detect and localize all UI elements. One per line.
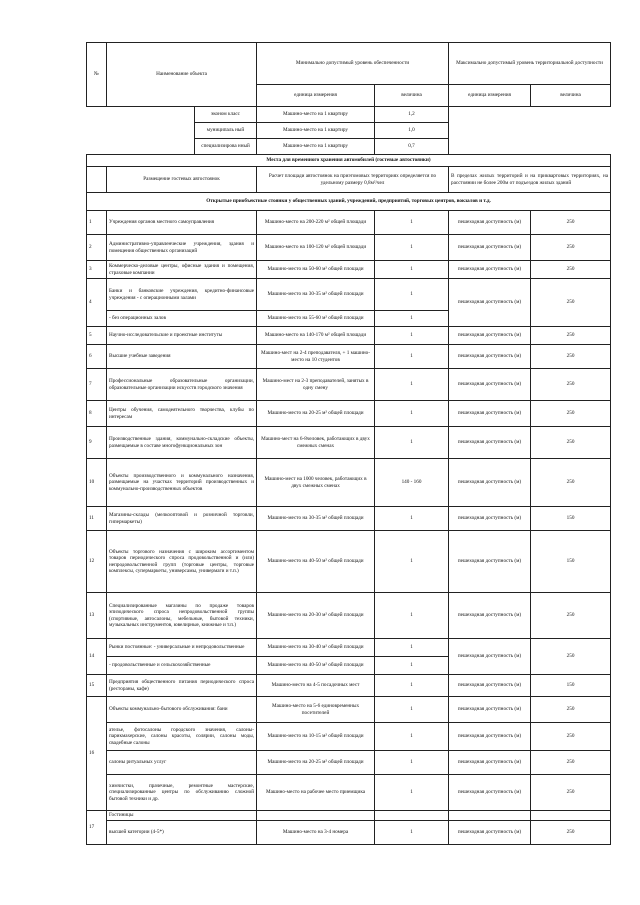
row-access-unit: пешеходная доступность (м) (449, 593, 531, 639)
row-num: 9 (87, 427, 107, 459)
row-value: 1 (375, 279, 449, 311)
row-access-value: 250 (531, 235, 611, 261)
row-access-value: 250 (531, 327, 611, 345)
row-access-value: 250 (531, 723, 611, 751)
row-unit: Машино-место на 30-35 м² общей площади (257, 279, 375, 311)
row-num: 3 (87, 261, 107, 279)
row-access-unit (449, 811, 531, 821)
row-value: 1 (375, 211, 449, 235)
row-access-value: 250 (531, 401, 611, 427)
row-access-unit: пешеходная доступность (м) (449, 369, 531, 401)
row-unit: Машино-место на 10-15 м² общей площади (257, 723, 375, 751)
row-value: 1 (375, 723, 449, 751)
guest-parking-name: Размещение гостевых автостоянок (107, 167, 257, 193)
row-value: 1 (375, 369, 449, 401)
row-name: Предприятия общественного питания периодического спроса (рестораны, кафе) (107, 675, 257, 697)
header-value: величина (375, 85, 449, 107)
row-value: 1 (375, 345, 449, 369)
row-value: 1 (375, 593, 449, 639)
row-access-value: 250 (531, 593, 611, 639)
row-unit: Машино-место на 3-4 номера (257, 821, 375, 845)
row-unit: Машино-место на рабочее место приемщика (257, 775, 375, 811)
row-value: 1 (375, 531, 449, 593)
row-access-unit: пешеходная доступность (м) (449, 775, 531, 811)
row-name: химчистки, прачечные, ремонтные мастерские, специализированные центры по обслуживанию сложной бытовой техники и др. (107, 775, 257, 811)
row-unit: Машино-мест на 2-3 преподавателей, занятых в одну смену (257, 369, 375, 401)
row-num: 5 (87, 327, 107, 345)
row-name: Рынки постоянные: - универсальные и непродовольственные (107, 639, 257, 657)
housing-name: муниципаль ный (195, 123, 257, 139)
row-access-unit: пешеходная доступность (м) (449, 531, 531, 593)
row-name: Научно-исследовательские и проектные институты (107, 327, 257, 345)
row-value: 1 (375, 327, 449, 345)
row-name: высшей категории (4-5*) (107, 821, 257, 845)
guest-parking-calc: Расчет площади автостоянок на приэтомовых территориях определяется по удельному размеру 0,8м²/чел (257, 167, 449, 193)
row-name: Коммерческо-деловые центры, офисные здания и помещения, страховые компании (107, 261, 257, 279)
row-access-value: 150 (531, 507, 611, 531)
row-access-unit: пешеходная доступность (м) (449, 723, 531, 751)
row-access-value: 150 (531, 675, 611, 697)
row-access-unit: пешеходная доступность (м) (449, 427, 531, 459)
row-access-unit: пешеходная доступность (м) (449, 261, 531, 279)
row-name: Специализированные магазины по продаже товаров эпизодического спроса непродовольственной группы (спортивные, автосалоны, мебельные, бытовой техники, музыкальных инструментов, ювелирные, книжные и т.п.) (107, 593, 257, 639)
row-unit: Машино-место на 5-6 единовременных посетителей (257, 697, 375, 723)
row-access-value (531, 811, 611, 821)
row-access-unit: пешеходная доступность (м) (449, 507, 531, 531)
row-name: - продовольственные и сельскохозяйственные (107, 657, 257, 675)
row-name: Профессиональные образовательные организации, образовательные организации искусств городского значения (107, 369, 257, 401)
row-access-unit: пешеходная доступность (м) (449, 751, 531, 775)
row-value: 1 (375, 507, 449, 531)
row-unit: Машино-мест на 2-4 преподавателя, + 1 машино-место на 10 студентов (257, 345, 375, 369)
row-unit: Машино-место на 200-220 м² общей площади (257, 211, 375, 235)
section-title-open: Открытые приобъектные стоянки у общественных зданий, учреждений, предприятий, торговых центров, вокзалов и т.д. (87, 193, 611, 211)
row-access-unit: пешеходная доступность (м) (449, 235, 531, 261)
row-num: 11 (87, 507, 107, 531)
row-name: ателье, фотосалоны городского значения, салоны-парикмахерские, салоны красоты, солярии, салоны моды, свадебные салоны (107, 723, 257, 751)
row-num: 1 (87, 211, 107, 235)
row-access-unit: пешеходная доступность (м) (449, 279, 531, 327)
row-value: 1 (375, 775, 449, 811)
row-access-value: 250 (531, 345, 611, 369)
row-unit: Машино-место на 55-60 м² общей площади (257, 311, 375, 327)
row-unit: Машино-мест на 6-8человек, работающих в двух смежных сменах (257, 427, 375, 459)
row-value: 1 (375, 261, 449, 279)
row-access-value: 250 (531, 775, 611, 811)
row-name: Высшие учебные заведения (107, 345, 257, 369)
row-num: 4 (87, 279, 107, 327)
housing-name: специализирова нный (195, 139, 257, 155)
row-name: Магазины-склады (мелкооптовой и розничной торговли, гипермаркеты) (107, 507, 257, 531)
row-name: Объекты торгового назначения с широким ассортиментом товаров периодического спроса продовольственной и (или) непродовольственной групп (торговые центры, торговые комплексы, супермаркеты, универсамы, универмаги и т.п.) (107, 531, 257, 593)
header-min-level: Минимально допустимый уровень обеспеченности (257, 43, 449, 85)
row-value: 1 (375, 401, 449, 427)
row-name: Административно-управленческие учреждения, здания и помещения общественных организаций (107, 235, 257, 261)
row-access-value: 250 (531, 639, 611, 675)
row-access-value: 250 (531, 821, 611, 845)
header-num: № (87, 43, 107, 107)
row-name: Учреждения органов местного самоуправления (107, 211, 257, 235)
row-unit: Машино-место на 140-170 м² общей площади (257, 327, 375, 345)
row-value: 1 (375, 235, 449, 261)
housing-unit: Машино-место на 1 квартиру (257, 123, 375, 139)
row-access-unit: пешеходная доступность (м) (449, 401, 531, 427)
row-access-unit: пешеходная доступность (м) (449, 327, 531, 345)
row-unit (257, 811, 375, 821)
row-num: 6 (87, 345, 107, 369)
guest-parking-access: В пределах жилых территорий и на приквартовых территориях, на расстоянии не более 200м от подъездов жилых зданий (449, 167, 611, 193)
row-access-unit: пешеходная доступность (м) (449, 697, 531, 723)
row-unit: Машино-место на 30-40 м² общей площади (257, 639, 375, 657)
row-num: 8 (87, 401, 107, 427)
header-value2: величина (531, 85, 611, 107)
row-value: 1 (375, 697, 449, 723)
header-unit: единица измерения (257, 85, 375, 107)
row-name: салоны ритуальных услуг (107, 751, 257, 775)
row-unit: Машино-место на 20-25 м² общей площади (257, 751, 375, 775)
row-unit: Машино-место на 50-60 м² общей площади (257, 261, 375, 279)
row-value: 1 (375, 311, 449, 327)
row-access-unit: пешеходная доступность (м) (449, 639, 531, 675)
row-access-value: 250 (531, 697, 611, 723)
housing-value: 1,0 (375, 123, 449, 139)
row-name: Объекты коммунально-бытового обслуживания: бани (107, 697, 257, 723)
row-access-unit: пешеходная доступность (м) (449, 211, 531, 235)
row-access-value: 250 (531, 427, 611, 459)
header-name: Наименование объекта (107, 43, 257, 107)
row-num: 10 (87, 459, 107, 507)
header-unit2: единица измерения (449, 85, 531, 107)
row-value: 140 - 160 (375, 459, 449, 507)
row-unit: Машино-место на 30-35 м² общей площади (257, 507, 375, 531)
row-access-value: 150 (531, 531, 611, 593)
row-unit: Машино-место на 20-25 м² общей площади (257, 401, 375, 427)
row-access-unit: пешеходная доступность (м) (449, 459, 531, 507)
row-value: 1 (375, 675, 449, 697)
housing-unit: Машино-место на 1 квартиру (257, 107, 375, 123)
row-value: 1 (375, 639, 449, 657)
row-num: 2 (87, 235, 107, 261)
row-value (375, 811, 449, 821)
row-access-value: 250 (531, 261, 611, 279)
row-access-unit: пешеходная доступность (м) (449, 821, 531, 845)
row-value: 1 (375, 657, 449, 675)
row-access-value: 250 (531, 459, 611, 507)
row-num: 14 (87, 639, 107, 675)
row-name: Объекты производственного и коммунального назначения, размещаемые на участках территорий производственных и коммунально-производственных объектов (107, 459, 257, 507)
row-unit: Машино-место на 40-50 м² общей площади (257, 657, 375, 675)
row-access-unit: пешеходная доступность (м) (449, 675, 531, 697)
row-num: 16 (87, 697, 107, 811)
row-value: 1 (375, 427, 449, 459)
row-num: 12 (87, 531, 107, 593)
row-access-value: 250 (531, 751, 611, 775)
row-unit: Машино-место на 20-30 м² общей площади (257, 593, 375, 639)
housing-name: эконом класс (195, 107, 257, 123)
housing-value: 1,2 (375, 107, 449, 123)
row-unit: Машино-место на 4-5 посадочных мест (257, 675, 375, 697)
row-name: Гостиницы (107, 811, 257, 821)
row-name: Центры обучения, самодеятельного творчества, клубы по интересам (107, 401, 257, 427)
row-name: - без операционных залов (107, 311, 257, 327)
row-num: 13 (87, 593, 107, 639)
norms-table (86, 42, 611, 845)
row-num: 17 (87, 811, 107, 845)
row-unit: Машино-мест на 1000 человек, работающих в двух смежных сменах (257, 459, 375, 507)
row-access-value: 250 (531, 369, 611, 401)
row-unit: Машино-место на 100-120 м² общей площади (257, 235, 375, 261)
housing-unit: Машино-место на 1 квартиру (257, 139, 375, 155)
row-num: 7 (87, 369, 107, 401)
row-name: Банки и банковские учреждения, кредитно-финансовые учреждения - с операционными залами (107, 279, 257, 311)
row-unit: Машино-место на 40-50 м² общей площади (257, 531, 375, 593)
row-value: 1 (375, 751, 449, 775)
row-value: 1 (375, 821, 449, 845)
row-num: 15 (87, 675, 107, 697)
row-access-value: 250 (531, 211, 611, 235)
section-title-temporary: Места для временного хранения автомобилей (гостевые автостоянки) (87, 155, 611, 167)
header-max-level: Максимально допустимый уровень территориальной доступности (449, 43, 611, 85)
housing-value: 0,7 (375, 139, 449, 155)
row-access-unit: пешеходная доступность (м) (449, 345, 531, 369)
row-access-value: 250 (531, 279, 611, 327)
row-name: Производственные здания, коммунально-складские объекты, размещаемые в составе многофункциональных зон (107, 427, 257, 459)
